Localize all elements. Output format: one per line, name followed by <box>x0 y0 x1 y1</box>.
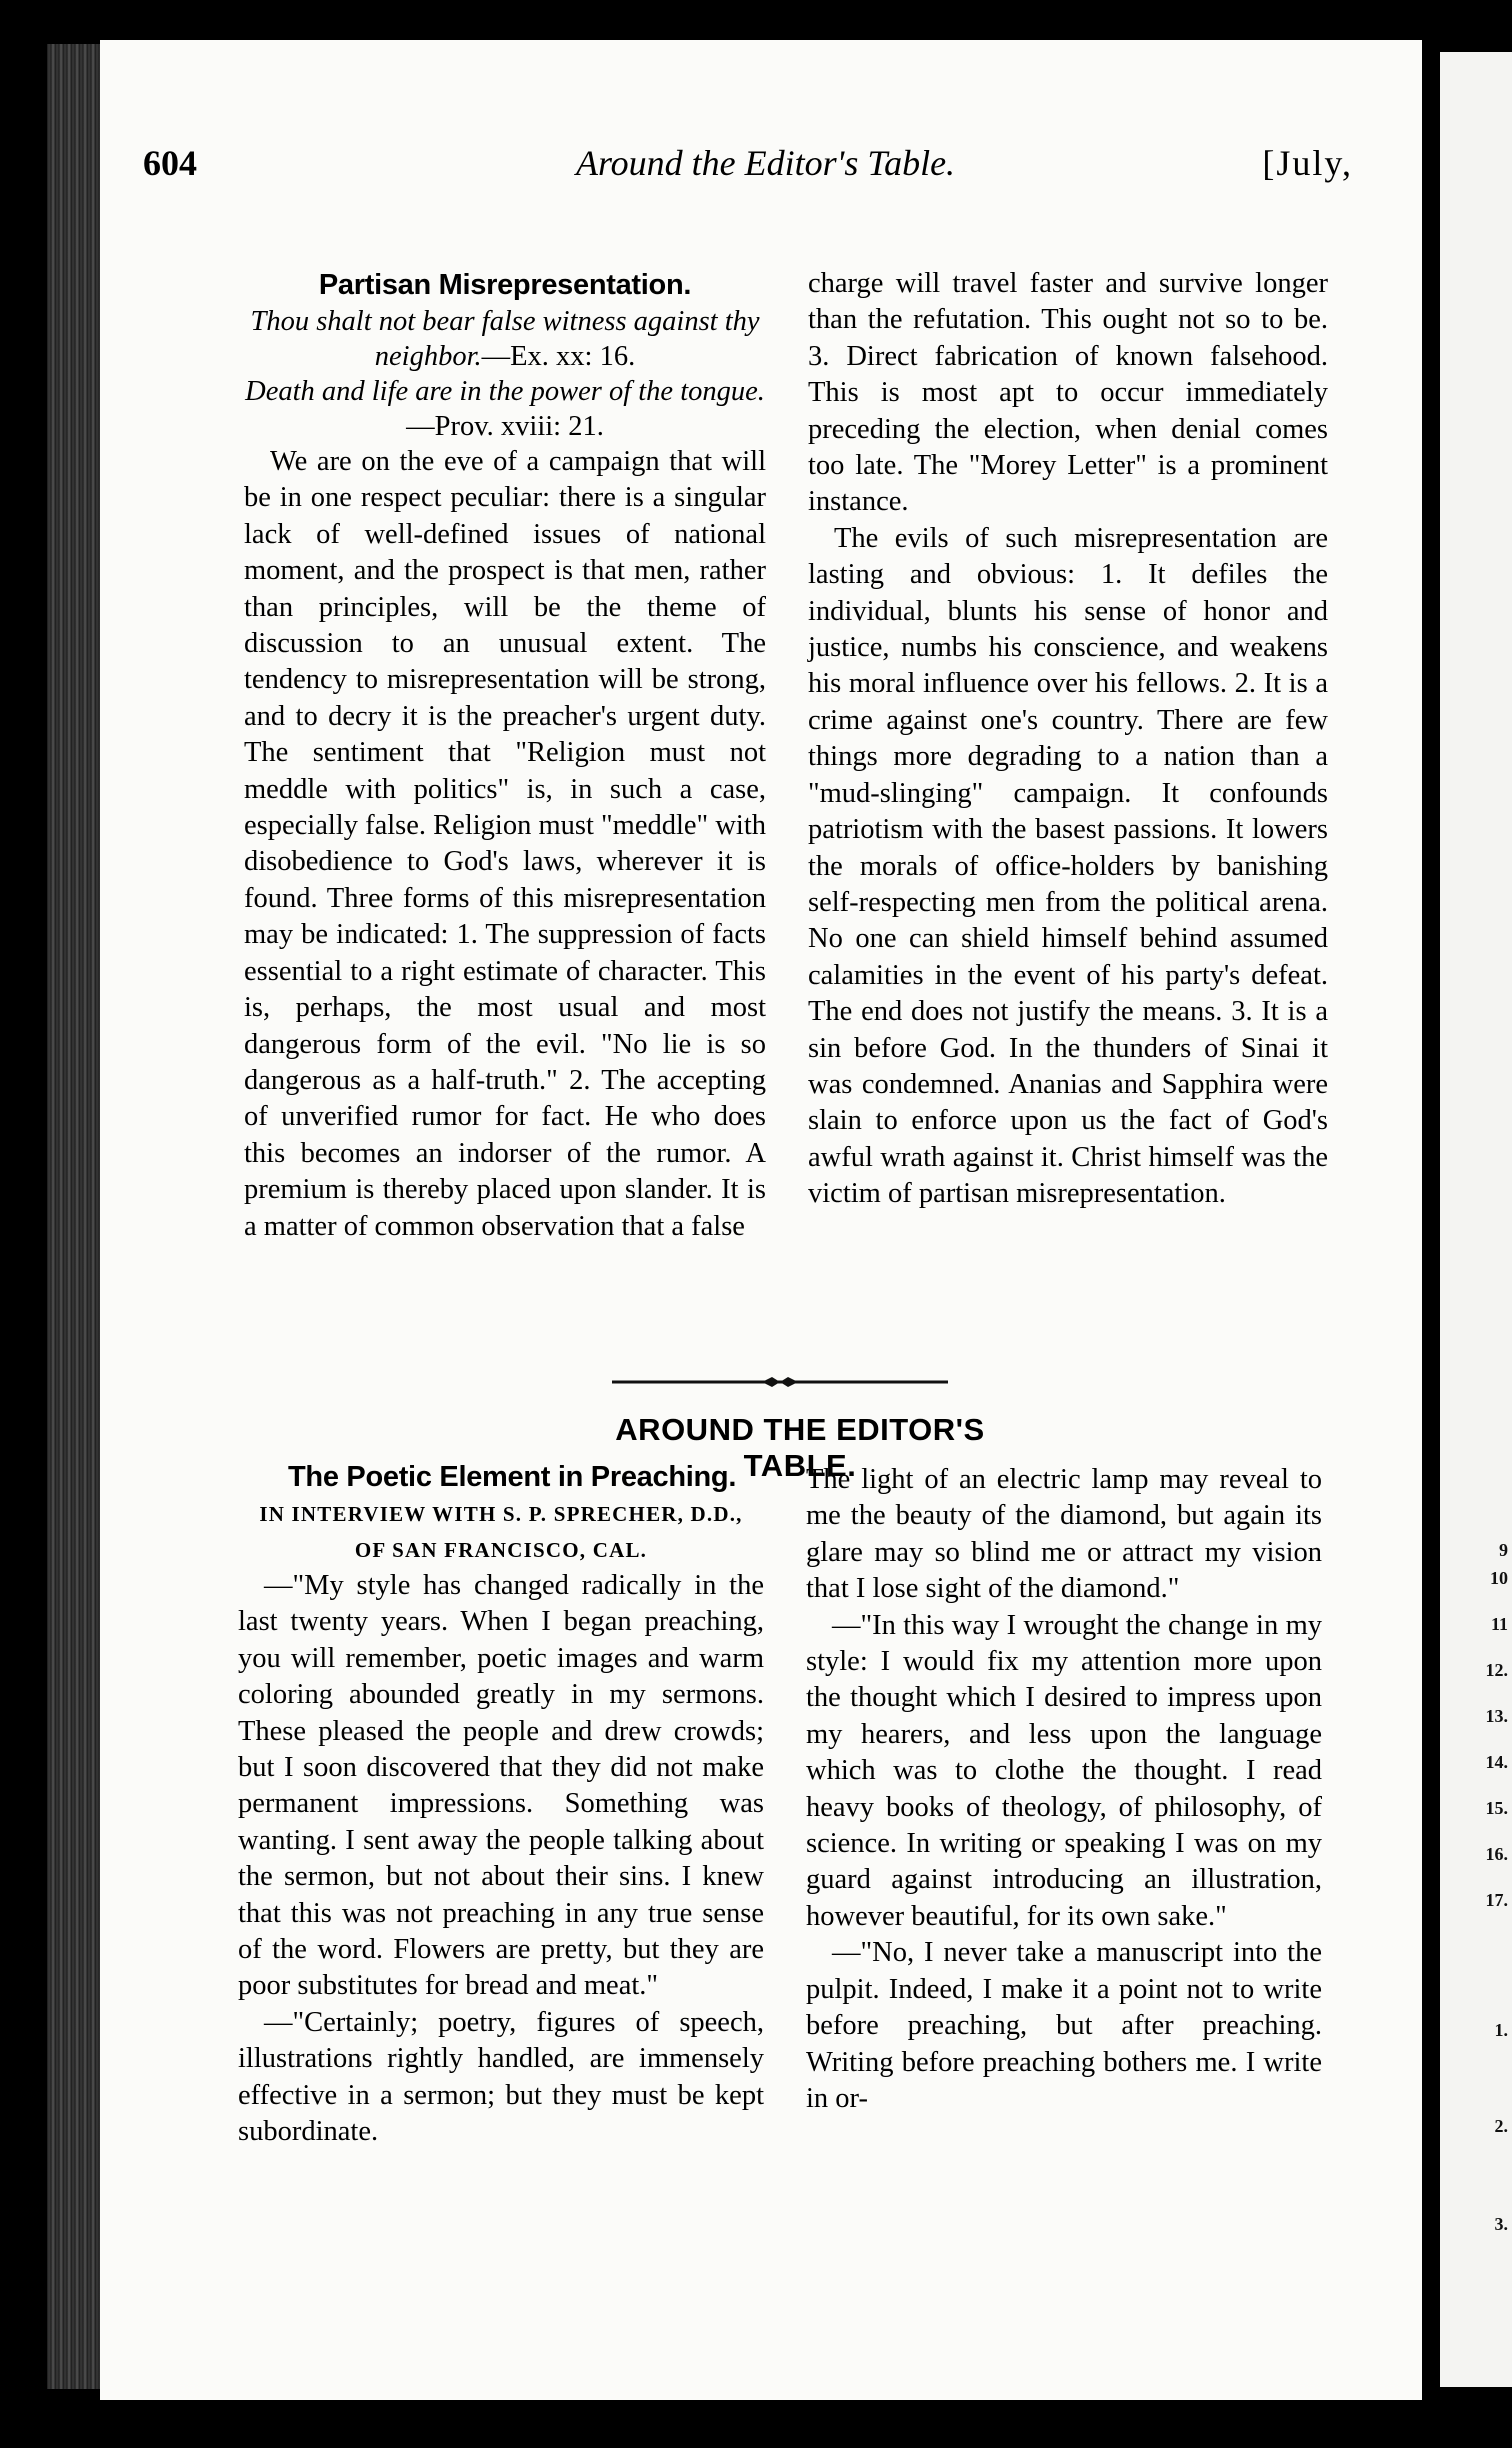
article2-body-para3: The light of an electric lamp may reveal to me the beauty of the diamond, but again its glare may so blind me or attract my vision that I lose sight of the diamond." <box>806 1464 1322 1605</box>
article2-title: The Poetic Element in Preaching. <box>288 1461 737 1493</box>
article2-body-para2: —"Certainly; poetry, figures of speech, illustrations rightly handled, are immensely effective in a sermon; but they must be kept subordinate. <box>238 2006 764 2148</box>
epigraph-1 <box>244 304 766 374</box>
page-number: 604 <box>143 143 197 183</box>
article1-body-para2: charge will travel faster and survive longer than the refutation. This ought not so to be. 3. Direct fabrication of known falsehood. This is most apt to occur immediately preceding the election, when denial comes too late. The "Morey Letter" is a prominent instance. <box>808 268 1328 518</box>
epigraph-1-text: Thou shalt not bear false witness against thy neighbor. <box>250 306 760 372</box>
article2-body-para4: —"In this way I wrought the change in my style: I would fix my attention more upon the thought which I desired to impress upon my hearers, and less upon the language which was to clothe the thought. I read heavy books of theology, of philosophy, of science. In writing or speaking I was on my guard against introducing an illustration, however beautiful, for its own sake." <box>806 1609 1322 1932</box>
article2-body-para1: —"My style has changed radically in the last twenty years. When I began preaching, you will remember, poetic images and warm coloring abounded greatly in my sermons. These pleased the people and drew crowds; but I soon discovered that they did not make permanent impressions. Something was wanting. I sent away the people talking about the sermon, but not about their sins. I knew that this was not preaching in any true sense of the word. Flowers are pretty, but they are poor substitutes for bread and meat." <box>238 1570 764 2002</box>
adjacent-mark: 1. <box>1494 2020 1508 2040</box>
adjacent-mark: 2. <box>1494 2116 1508 2136</box>
adjacent-mark: 13. <box>1485 1706 1508 1726</box>
article2-body-para5: —"No, I never take a manuscript into the pulpit. Indeed, I make it a point not to write before preaching, but after preaching. Writing before preaching bothers me. I write in or- <box>806 1937 1322 2114</box>
epigraph-1-ref: —Ex. xx: 16. <box>481 341 636 372</box>
article2-right-column <box>806 1462 1322 2117</box>
article2-left-column <box>238 1458 764 2151</box>
section-divider-ornament <box>612 1376 948 1388</box>
article1-body-para3: The evils of such misrepresentation are lasting and obvious: 1. It defiles the individual, blunts his sense of honor and justice, numbs his conscience, and weakens his moral influence over his fellows. 2. It is a crime against one's country. There are few things more degrading to a nation than a "mud-slinging" campaign. It confounds patriotism with the basest passions. It lowers the morals of office-holders by banishing self-respecting men from the political arena. No one can shield himself behind assumed calamities in the event of his party's defeat. The end does not justify the means. 3. It is a sin before God. In the thunders of Sinai it was condemned. Ananias and Sapphira were slain to enforce upon us the fact of God's awful wrath against it. Christ himself was the victim of partisan misrepresentation. <box>808 522 1328 1210</box>
interview-line-1: IN INTERVIEW WITH S. P. SPRECHER, D.D., <box>259 1502 743 1526</box>
adjacent-mark: 16. <box>1485 1844 1508 1864</box>
running-head <box>143 142 1353 192</box>
book-spine <box>47 44 103 2389</box>
epigraph-2-ref: —Prov. xviii: 21. <box>406 411 604 442</box>
adjacent-mark: 10 <box>1490 1568 1508 1588</box>
running-title: Around the Editor's Table. <box>576 143 956 183</box>
running-month: [July, <box>1262 143 1353 183</box>
adjacent-mark: 14. <box>1485 1752 1508 1772</box>
adjacent-mark: 11 <box>1490 1614 1508 1634</box>
article1-title: Partisan Misrepresentation. <box>318 269 692 301</box>
interview-line-2: OF SAN FRANCISCO, CAL. <box>354 1538 648 1562</box>
article1-left-column <box>244 266 766 1245</box>
adjacent-mark: 12. <box>1485 1660 1508 1680</box>
adjacent-mark: 17. <box>1485 1890 1508 1910</box>
adjacent-mark: 3. <box>1494 2214 1508 2234</box>
epigraph-2 <box>244 374 766 444</box>
epigraph-2-text: Death and life are in the power of the tongue. <box>245 376 765 407</box>
article1-right-column <box>808 266 1328 1213</box>
adjacent-mark: 9 <box>1499 1540 1508 1560</box>
adjacent-mark: 15. <box>1485 1798 1508 1818</box>
article1-body-para1: We are on the eve of a campaign that will be in one respect peculiar: there is a singular lack of well-defined issues of national moment, and the prospect is that men, rather than principles, will be the theme of discussion to an unusual extent. The tendency to misrepresentation will be strong, and to decry it is the preacher's urgent duty. The sentiment that "Religion must not meddle with politics" is, in such a case, especially false. Religion must "meddle" with disobedience to God's laws, wherever it is found. Three forms of this misrepresentation may be indicated: 1. The suppression of facts essential to a right estimate of character. This is, perhaps, the most usual and most dangerous form of the evil. "No lie is so dangerous as a half-truth." 2. The accepting of unverified rumor for fact. He who does this becomes an indorser of the rumor. A premium is thereby placed upon slander. It is a matter of common observation that a false <box>244 446 766 1242</box>
section-heading: AROUND THE EDITOR'S TABLE. <box>615 1412 985 1483</box>
